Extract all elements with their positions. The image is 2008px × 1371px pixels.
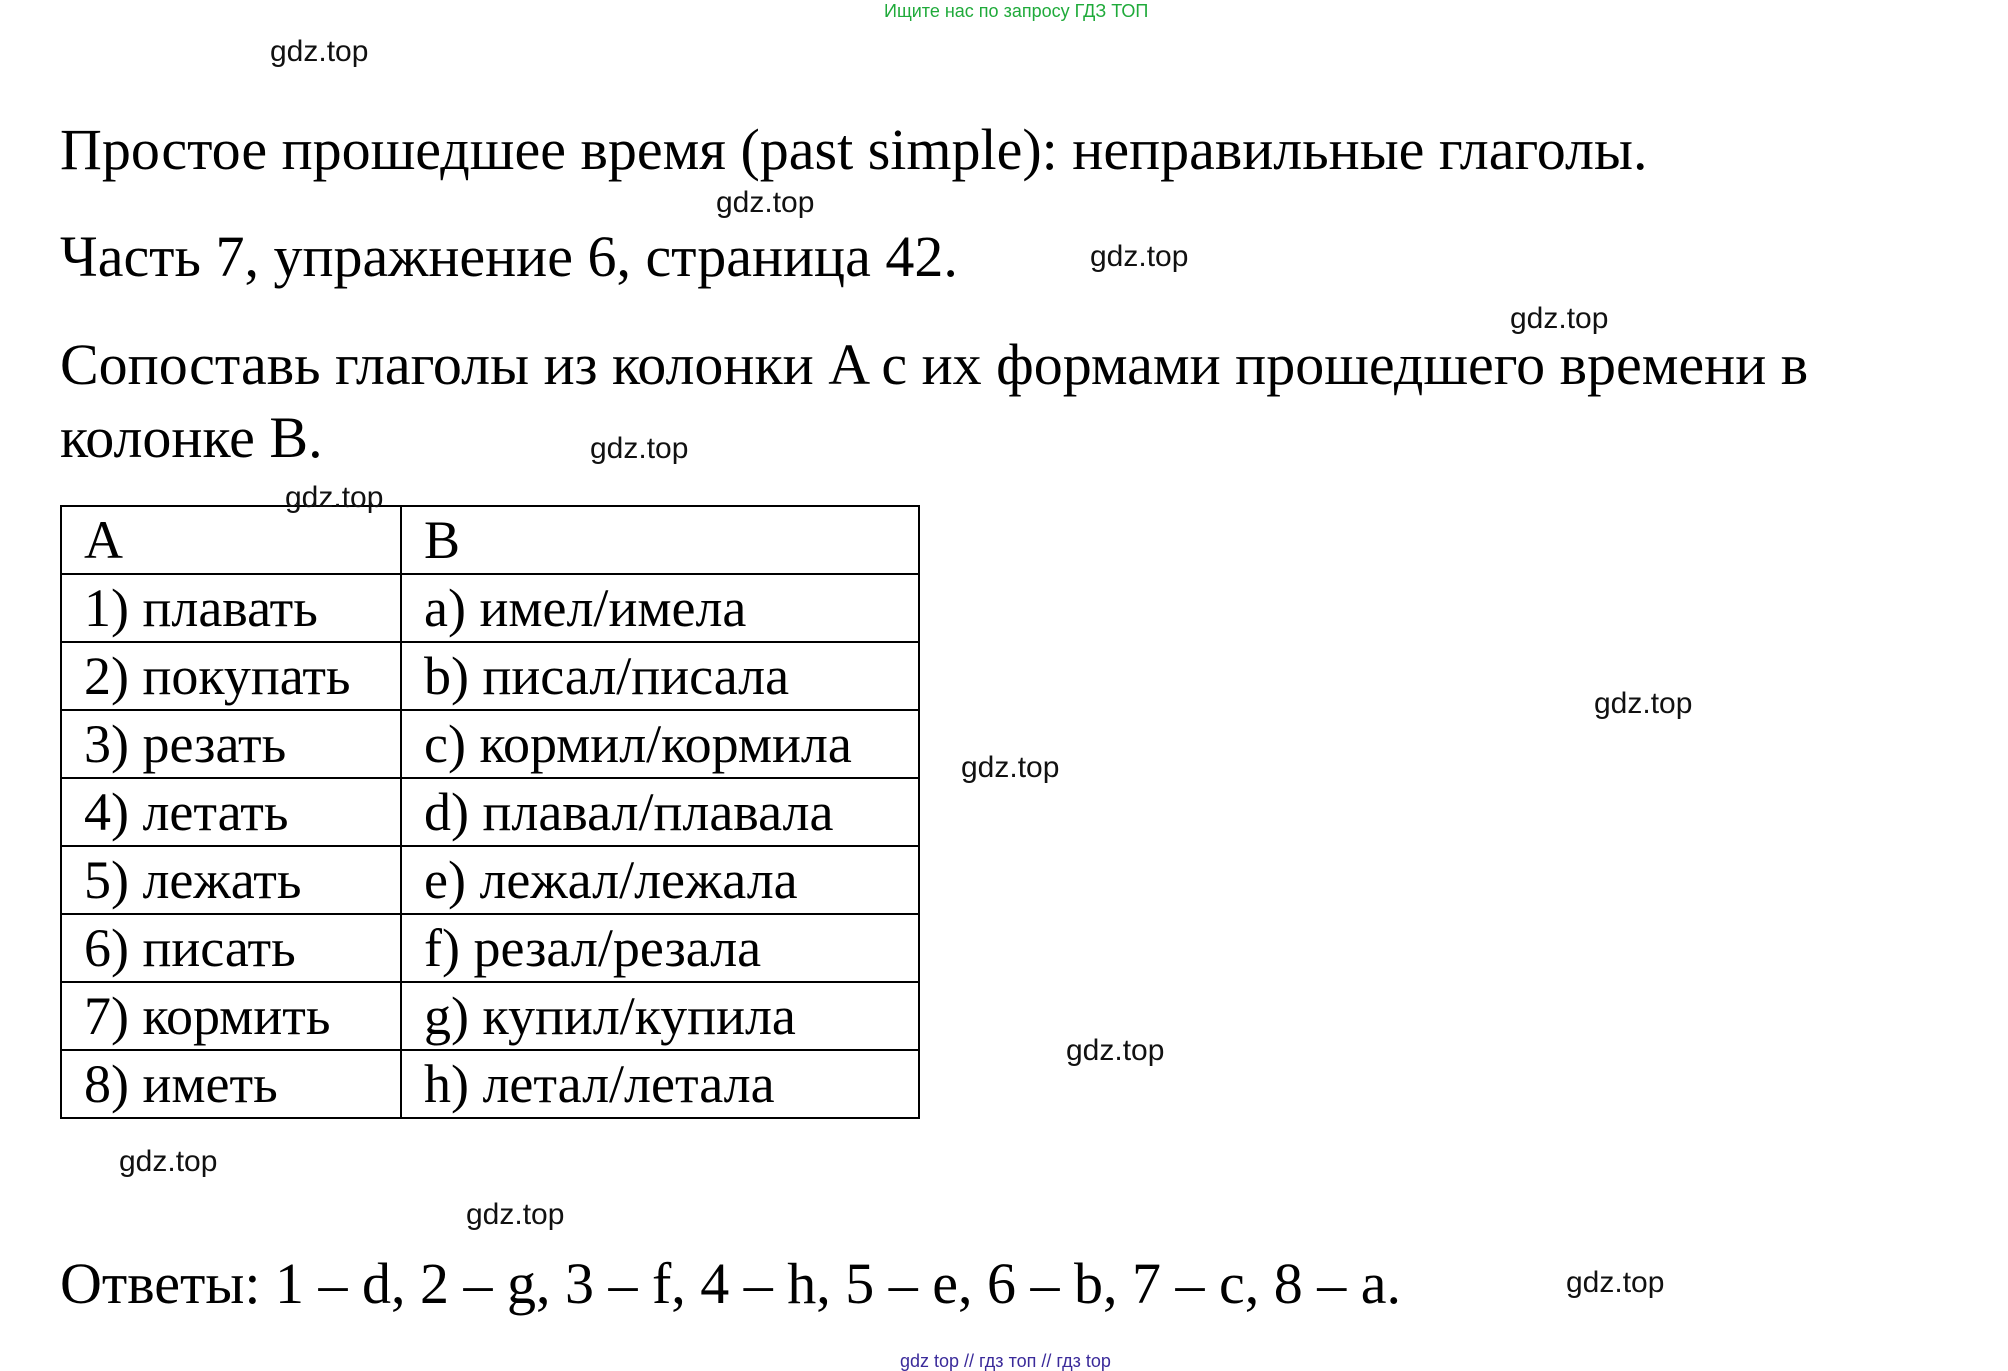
task-text-line-2: колонке B. <box>60 405 323 470</box>
table-row <box>61 914 919 982</box>
column-a-cell: 3) резать <box>61 710 401 778</box>
column-b-cell: h) летал/летала <box>401 1050 919 1118</box>
column-b-cell: d) плавал/плавала <box>401 778 919 846</box>
watermark: gdz.top <box>119 1145 218 1178</box>
search-banner: Ищите нас по запросу ГДЗ ТОП <box>884 1 1149 21</box>
table-row <box>61 642 919 710</box>
table-row <box>61 574 919 642</box>
column-b-cell: c) кормил/кормила <box>401 710 919 778</box>
watermark: gdz.top <box>270 35 369 68</box>
table-row <box>61 1050 919 1118</box>
watermark: gdz.top <box>1566 1266 1665 1299</box>
watermark: gdz.top <box>1090 240 1189 273</box>
column-b-cell: f) резал/резала <box>401 914 919 982</box>
watermark: gdz.top <box>961 751 1060 784</box>
watermark: gdz.top <box>590 432 689 465</box>
watermark: gdz.top <box>1594 687 1693 720</box>
table-header-row <box>61 506 919 574</box>
answers-text: Ответы: 1 – d, 2 – g, 3 – f, 4 – h, 5 – e, 6 – b, 7 – c, 8 – a. <box>60 1251 1401 1316</box>
column-a-header: A <box>61 506 401 574</box>
matching-table <box>60 505 920 1119</box>
watermark: gdz.top <box>1510 302 1609 335</box>
exercise-reference: Часть 7, упражнение 6, страница 42. <box>60 224 958 289</box>
watermark: gdz.top <box>1066 1034 1165 1067</box>
table-row <box>61 846 919 914</box>
page-title: Простое прошедшее время (past simple): неправильные глаголы. <box>60 117 1648 182</box>
watermark: gdz.top <box>716 186 815 219</box>
column-a-cell: 8) иметь <box>61 1050 401 1118</box>
watermark: gdz.top <box>466 1198 565 1231</box>
column-b-cell: g) купил/купила <box>401 982 919 1050</box>
footer-links: gdz top // гдз топ // гдз top <box>900 1351 1111 1371</box>
column-a-cell: 4) летать <box>61 778 401 846</box>
column-b-header: B <box>401 506 919 574</box>
column-a-cell: 7) кормить <box>61 982 401 1050</box>
column-b-cell: e) лежал/лежала <box>401 846 919 914</box>
column-a-cell: 1) плавать <box>61 574 401 642</box>
column-a-cell: 2) покупать <box>61 642 401 710</box>
column-a-cell: 6) писать <box>61 914 401 982</box>
column-b-cell: b) писал/писала <box>401 642 919 710</box>
column-b-cell: a) имел/имела <box>401 574 919 642</box>
table-row <box>61 982 919 1050</box>
task-text-line-1: Сопоставь глаголы из колонки A с их формами прошедшего времени в <box>60 332 1809 397</box>
column-a-cell: 5) лежать <box>61 846 401 914</box>
table-row <box>61 710 919 778</box>
watermark: gdz.top <box>285 481 384 514</box>
table-row <box>61 778 919 846</box>
